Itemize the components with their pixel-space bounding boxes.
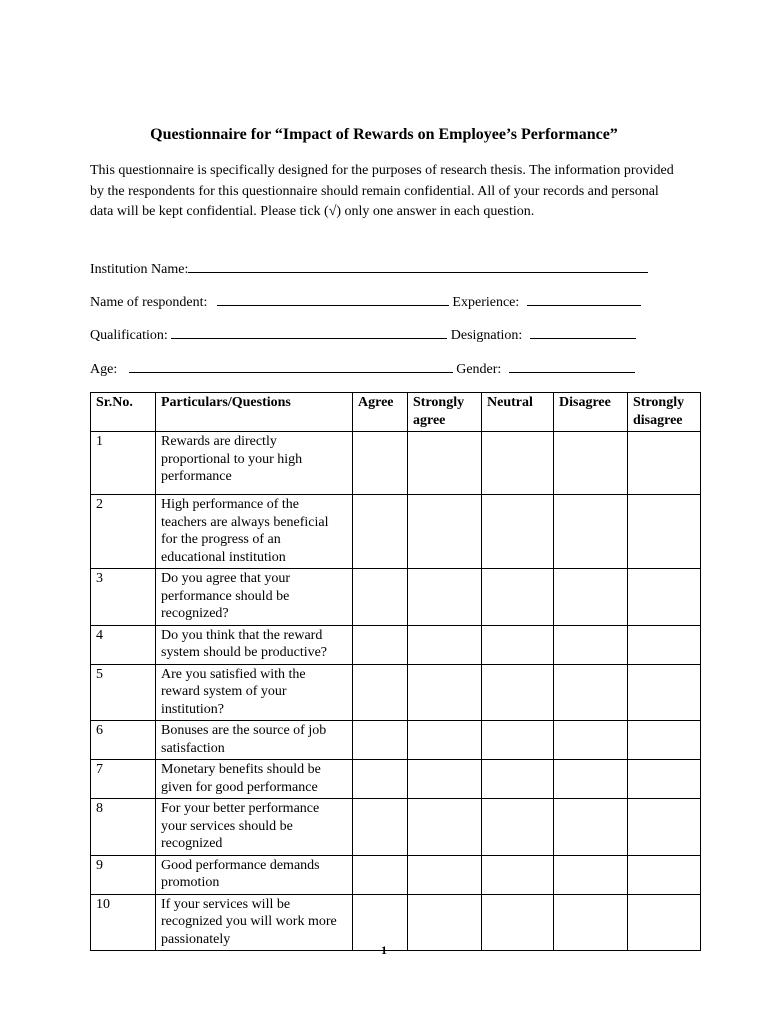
answer-strongly-agree[interactable]	[408, 760, 482, 799]
header-strongly-disagree: Strongly disagree	[628, 393, 701, 432]
row-question: If your services will be recognized you will work more passionately	[156, 894, 353, 951]
answer-strongly-disagree[interactable]	[628, 721, 701, 760]
questionnaire-table	[90, 392, 701, 951]
answer-strongly-agree[interactable]	[408, 855, 482, 894]
table-row	[91, 432, 701, 495]
answer-strongly-agree[interactable]	[408, 495, 482, 569]
row-number: 2	[91, 495, 156, 569]
institution-label: Institution Name:	[90, 262, 189, 277]
answer-strongly-agree[interactable]	[408, 625, 482, 664]
gender-field[interactable]	[509, 359, 635, 373]
answer-strongly-agree[interactable]	[408, 432, 482, 495]
answer-disagree[interactable]	[554, 625, 628, 664]
answer-strongly-disagree[interactable]	[628, 855, 701, 894]
intro-paragraph: This questionnaire is specifically designed for the purposes of research thesis. The information provided by the respondents for this questionnaire should remain confidential. All of your records and personal data will be kept confidential. Please tick (√) only one answer in each question.	[90, 163, 674, 220]
answer-disagree[interactable]	[554, 760, 628, 799]
age-label: Age:	[90, 362, 118, 377]
header-strongly-agree: Strongly agree	[408, 393, 482, 432]
table-row	[91, 664, 701, 721]
row-question: High performance of the teachers are always beneficial for the progress of an educational institution	[156, 495, 353, 569]
row-number: 3	[91, 569, 156, 626]
row-question: Monetary benefits should be given for good performance	[156, 760, 353, 799]
answer-strongly-disagree[interactable]	[628, 760, 701, 799]
table-row	[91, 569, 701, 626]
designation-field[interactable]	[530, 325, 636, 339]
answer-disagree[interactable]	[554, 664, 628, 721]
answer-disagree[interactable]	[554, 495, 628, 569]
table-row	[91, 760, 701, 799]
answer-agree[interactable]	[353, 664, 408, 721]
age-field[interactable]	[129, 359, 453, 373]
answer-agree[interactable]	[353, 569, 408, 626]
experience-field[interactable]	[527, 292, 641, 306]
respondent-field[interactable]	[217, 292, 449, 306]
answer-strongly-disagree[interactable]	[628, 625, 701, 664]
header-question: Particulars/Questions	[156, 393, 353, 432]
row-question: Good performance demands promotion	[156, 855, 353, 894]
answer-strongly-disagree[interactable]	[628, 495, 701, 569]
answer-neutral[interactable]	[482, 569, 554, 626]
answer-neutral[interactable]	[482, 855, 554, 894]
answer-neutral[interactable]	[482, 664, 554, 721]
table-row	[91, 495, 701, 569]
institution-row	[90, 259, 648, 278]
answer-agree[interactable]	[353, 495, 408, 569]
respondent-row	[90, 292, 641, 311]
row-number: 10	[91, 894, 156, 951]
answer-agree[interactable]	[353, 432, 408, 495]
row-question: For your better performance your services should be recognized	[156, 799, 353, 856]
answer-neutral[interactable]	[482, 495, 554, 569]
institution-field[interactable]	[188, 259, 648, 273]
row-number: 7	[91, 760, 156, 799]
answer-neutral[interactable]	[482, 625, 554, 664]
header-neutral: Neutral	[482, 393, 554, 432]
answer-strongly-agree[interactable]	[408, 569, 482, 626]
answer-neutral[interactable]	[482, 432, 554, 495]
qualification-field[interactable]	[171, 325, 447, 339]
answer-agree[interactable]	[353, 760, 408, 799]
answer-strongly-agree[interactable]	[408, 799, 482, 856]
row-question: Rewards are directly proportional to your high performance	[156, 432, 353, 495]
answer-agree[interactable]	[353, 799, 408, 856]
qualification-label: Qualification:	[90, 328, 168, 343]
answer-strongly-disagree[interactable]	[628, 432, 701, 495]
answer-neutral[interactable]	[482, 799, 554, 856]
page-number: 1	[381, 943, 387, 957]
row-number: 6	[91, 721, 156, 760]
answer-agree[interactable]	[353, 855, 408, 894]
table-row	[91, 721, 701, 760]
row-question: Do you agree that your performance should be recognized?	[156, 569, 353, 626]
answer-strongly-agree[interactable]	[408, 721, 482, 760]
experience-label: Experience:	[452, 295, 520, 310]
designation-label: Designation:	[450, 328, 523, 343]
table-row	[91, 625, 701, 664]
header-srno: Sr.No.	[91, 393, 156, 432]
row-question: Do you think that the reward system should be productive?	[156, 625, 353, 664]
answer-agree[interactable]	[353, 721, 408, 760]
answer-disagree[interactable]	[554, 721, 628, 760]
answer-neutral[interactable]	[482, 760, 554, 799]
row-question: Are you satisfied with the reward system of your institution?	[156, 664, 353, 721]
header-disagree: Disagree	[554, 393, 628, 432]
answer-neutral[interactable]	[482, 721, 554, 760]
row-number: 8	[91, 799, 156, 856]
answer-strongly-disagree[interactable]	[628, 799, 701, 856]
age-row	[90, 359, 635, 378]
row-number: 4	[91, 625, 156, 664]
answer-disagree[interactable]	[554, 799, 628, 856]
row-number: 1	[91, 432, 156, 495]
answer-disagree[interactable]	[554, 432, 628, 495]
respondent-label: Name of respondent:	[90, 295, 208, 310]
header-agree: Agree	[353, 393, 408, 432]
answer-strongly-agree[interactable]	[408, 664, 482, 721]
header-row	[91, 393, 701, 432]
document-title: Questionnaire for “Impact of Rewards on Employee’s Performance”	[150, 126, 618, 143]
answer-strongly-disagree[interactable]	[628, 569, 701, 626]
row-number: 9	[91, 855, 156, 894]
table-row	[91, 855, 701, 894]
answer-strongly-disagree[interactable]	[628, 664, 701, 721]
answer-disagree[interactable]	[554, 569, 628, 626]
row-question: Bonuses are the source of job satisfaction	[156, 721, 353, 760]
answer-agree[interactable]	[353, 625, 408, 664]
table-row	[91, 799, 701, 856]
gender-label: Gender:	[456, 362, 502, 377]
row-number: 5	[91, 664, 156, 721]
qualification-row	[90, 325, 636, 344]
answer-disagree[interactable]	[554, 855, 628, 894]
